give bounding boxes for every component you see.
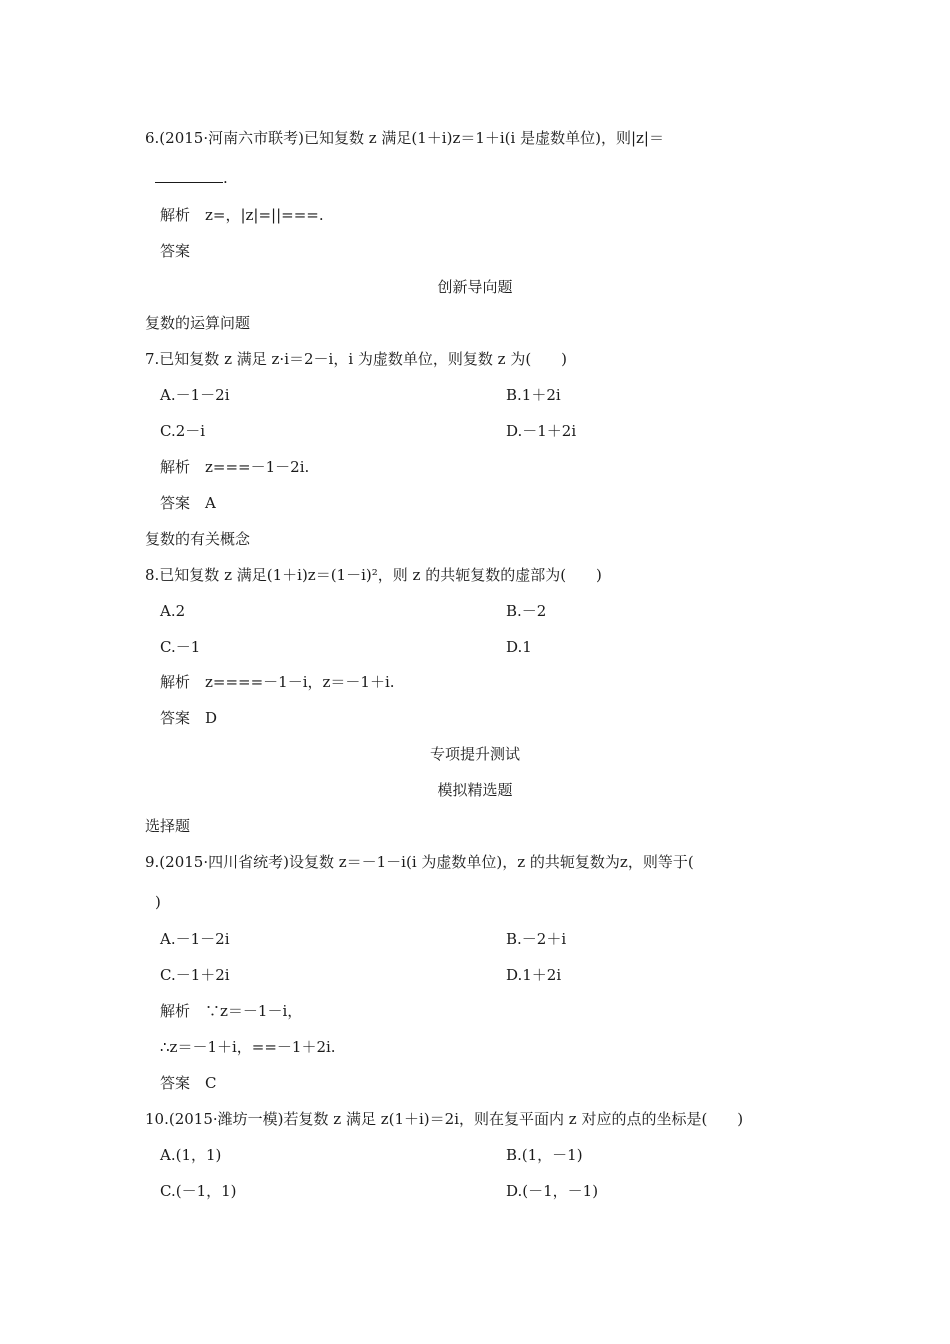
section-heading-zhuanxiang: 专项提升测试 xyxy=(429,745,520,763)
q8-option-a: A.2 xyxy=(160,602,186,620)
q9-jiexi-line1: 解析 ∵z＝－1－i， xyxy=(160,1002,303,1020)
q7-option-d: D.－1＋2i xyxy=(506,422,577,440)
q10-option-c: C.(－1，1) xyxy=(160,1182,237,1200)
topic-gainian: 复数的有关概念 xyxy=(145,530,251,548)
q8-option-c: C.－1 xyxy=(160,638,201,656)
q10-stem: 10.(2015·潍坊一模)若复数 z 满足 z(1＋i)＝2i，则在复平面内 z 对应的点的坐标是( ) xyxy=(145,1110,744,1128)
q9-daan: 答案 C xyxy=(160,1074,217,1092)
q7-option-a: A.－1－2i xyxy=(160,386,230,404)
q9-jiexi-line2: ∴z＝－1＋i，==－1＋2i. xyxy=(160,1038,336,1056)
q6-daan: 答案 xyxy=(160,242,191,260)
q6-stem: 6.(2015·河南六市联考)已知复数 z 满足(1＋i)z＝1＋i(i 是虚数单位)，则|z|＝ xyxy=(145,129,664,147)
q10-option-a: A.(1，1) xyxy=(160,1146,222,1164)
topic-yunsuan: 复数的运算问题 xyxy=(145,314,251,332)
q6-blank-end: . xyxy=(223,169,228,187)
q9-option-a: A.－1－2i xyxy=(160,930,230,948)
q6-answer-blank-line xyxy=(155,168,228,188)
q9-option-d: D.1＋2i xyxy=(506,966,562,984)
q8-daan: 答案 D xyxy=(160,709,218,727)
section-heading-chuangxin: 创新导向题 xyxy=(437,278,513,296)
q9-option-c: C.－1＋2i xyxy=(160,966,230,984)
q10-option-b: B.(1，－1) xyxy=(506,1146,583,1164)
q8-option-b: B.－2 xyxy=(506,602,547,620)
q7-option-c: C.2－i xyxy=(160,422,206,440)
section-heading-moni: 模拟精选题 xyxy=(437,781,513,799)
topic-xuanze: 选择题 xyxy=(145,817,191,835)
q7-jiexi: 解析 z===－1－2i. xyxy=(160,458,310,476)
q7-option-b: B.1＋2i xyxy=(506,386,561,404)
q7-stem: 7.已知复数 z 满足 z·i＝2－i，i 为虚数单位，则复数 z 为( ) xyxy=(145,350,568,368)
q8-jiexi: 解析 z====－1－i，z＝－1＋i. xyxy=(160,673,395,691)
q9-option-b: B.－2＋i xyxy=(506,930,567,948)
q7-daan: 答案 A xyxy=(160,494,216,512)
q8-stem: 8.已知复数 z 满足(1＋i)z＝(1－i)²，则 z 的共轭复数的虚部为( ) xyxy=(145,566,602,584)
q9-stem-cont: ) xyxy=(155,893,161,911)
q10-option-d: D.(－1，－1) xyxy=(506,1182,599,1200)
q9-stem: 9.(2015·四川省统考)设复数 z＝－1－i(i 为虚数单位)，z 的共轭复数为z，则等于( xyxy=(145,853,694,871)
answer-blank xyxy=(155,168,223,183)
q8-option-d: D.1 xyxy=(506,638,532,656)
q6-jiexi: 解析 z=，|z|=||===. xyxy=(160,206,324,224)
